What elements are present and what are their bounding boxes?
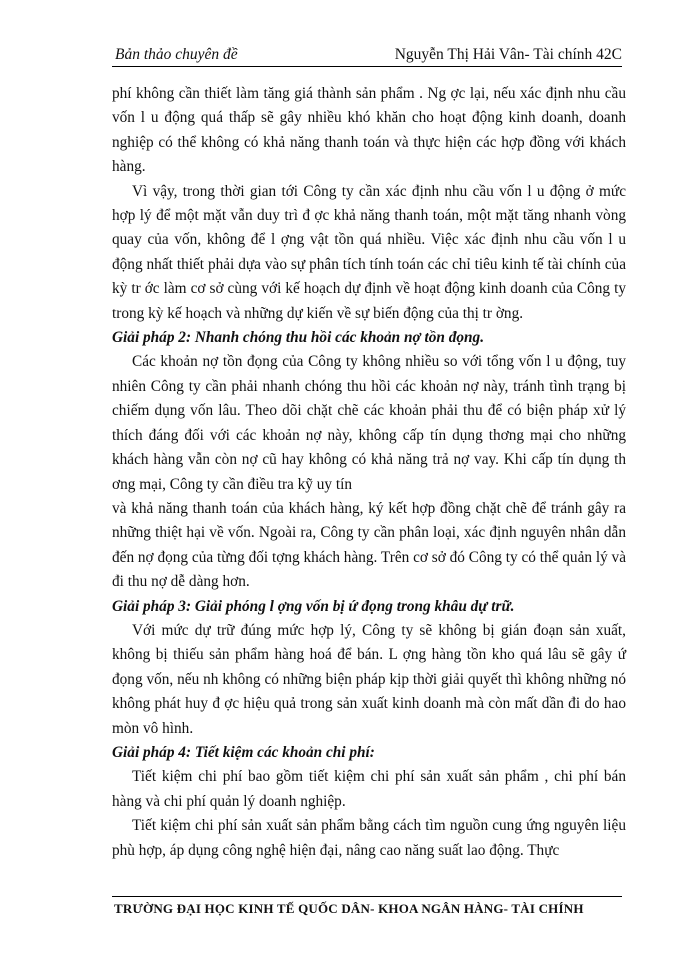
section-heading-solution-4: Giải pháp 4: Tiết kiệm các khoản chi phí: [112,743,375,761]
paragraph-3: Các khoản nợ tồn đọng của Công ty không nhiều so với tổng vốn l u động, tuy nhiên Công ty cần phải nhanh chóng thu hồi các khoản nợ này, tránh tình trạng bị chiếm dụng vốn lâu. Theo dõi chặt chẽ các khoản phải thu để có biện pháp xử lý thích đáng đối với các khoản nợ này, không cấp tín dụng thơng mại cho những khách hàng vẫn còn nợ cũ hay không có khả năng trả nợ vay. Khi cấp tín dụng th ơng mại, Công ty cần điều tra kỹ uy tín [112,353,626,493]
header-document-title: Bản thảo chuyên đề [115,46,238,63]
paragraph-5: Với mức dự trữ đúng mức hợp lý, Công ty sẽ không bị gián đoạn sản xuất, không bị thiếu sản phẩm hàng hoá để bán. L ợng hàng tồn kho quá lâu sẽ gây ứ đọng vốn, nếu nh không có những biện pháp kịp thời giải quyết thì không những nó không phát huy đ ợc hiệu quả trong sản xuất kinh doanh mà còn mất dần đi do hao mòn vô hình. [112,621,626,737]
page-footer [112,896,622,927]
document-body [112,82,626,863]
header-author: Nguyễn Thị Hải Vân- Tài chính 42C [394,46,622,63]
footer-institution: TRƯỜNG ĐẠI HỌC KINH TẾ QUỐC DÂN- KHOA NGÂN HÀNG- TÀI CHÍNH [114,901,584,916]
page-header [112,40,622,67]
paragraph-7: Tiết kiệm chi phí sản xuất sản phẩm bằng cách tìm nguồn cung ứng nguyên liệu phù hợp, áp dụng công nghệ hiện đại, nâng cao năng suất lao động. Thực [112,817,626,859]
section-heading-solution-3: Giải pháp 3: Giải phóng l ợng vốn bị ứ đọng trong khâu dự trữ. [112,597,515,615]
section-heading-solution-2: Giải pháp 2: Nhanh chóng thu hồi các khoản nợ tồn đọng. [112,329,485,347]
paragraph-2: Vì vậy, trong thời gian tới Công ty cần xác định nhu cầu vốn l u động ở mức hợp lý để một mặt vẫn duy trì đ ợc khả năng thanh toán, một mặt tăng nhanh vòng quay của vốn, không để l ợng vật tồn quá nhiều. Việc xác định nhu cầu vốn l u động nhất thiết phải dựa vào sự phân tích tính toán các chỉ tiêu kinh tế tài chính của kỳ tr ớc làm cơ sở cùng với kế hoạch dự định về hoạt động kinh doanh của Công ty trong kỳ kế hoạch và những dự kiến về sự biến động của thị tr ờng. [112,182,626,322]
paragraph-6: Tiết kiệm chi phí bao gồm tiết kiệm chi phí sản xuất sản phẩm , chi phí bán hàng và chi phí quản lý doanh nghiệp. [112,768,626,810]
paragraph-1: phí không cần thiết làm tăng giá thành sản phẩm . Ng ợc lại, nếu xác định nhu cầu vốn l u động quá thấp sẽ gây nhiều khó khăn cho hoạt động kinh doanh, doanh nghiệp có thể không có khả năng thanh toán và thực hiện các hợp đồng với khách hàng. [112,85,626,176]
paragraph-4: và khả năng thanh toán của khách hàng, ký kết hợp đồng chặt chẽ để tránh gây ra những thiệt hại về vốn. Ngoài ra, Công ty cần phân loại, xác định nguyên nhân dẫn đến nợ đọng của từng đối tợng khách hàng. Trên cơ sở đó Công ty có thể quản lý và đi thu nợ dễ dàng hơn. [112,499,626,591]
